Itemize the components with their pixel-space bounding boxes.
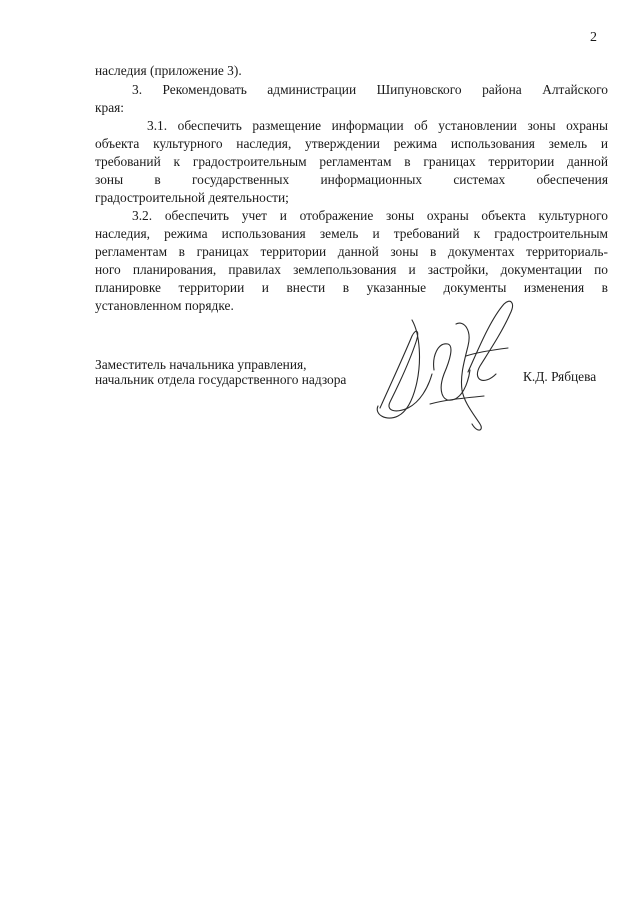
text-line: края: bbox=[95, 100, 125, 115]
text-line: регламентам в границах территории данной зоны в документах территориаль- bbox=[95, 244, 608, 259]
text-line: требований к градостроительным регламентам в границах территории данной bbox=[95, 154, 608, 169]
text-line: наследия, режима использования земель и требований к градостроительным bbox=[95, 226, 608, 241]
text-line: объекта культурного наследия, утверждении режима использования земель и bbox=[95, 136, 608, 151]
text-line: зоны в государственных информационных системах обеспечения bbox=[95, 172, 608, 187]
text-line: ного планирования, правилах землепользования и застройки, документации по bbox=[95, 262, 608, 277]
text-line: установленном порядке. bbox=[95, 298, 234, 313]
signer-name: К.Д. Рябцева bbox=[523, 369, 597, 384]
signer-position-line1: Заместитель начальника управления, bbox=[95, 357, 307, 372]
text-line: наследия (приложение 3). bbox=[95, 63, 242, 78]
text-line: 3.2. обеспечить учет и отображение зоны охраны объекта культурного bbox=[132, 208, 608, 223]
page-number: 2 bbox=[590, 30, 597, 45]
text-line: градостроительной деятельности; bbox=[95, 190, 289, 205]
handwritten-signature bbox=[368, 290, 528, 440]
text-line: 3. Рекомендовать администрации Шипуновского района Алтайского bbox=[132, 82, 608, 97]
text-line: 3.1. обеспечить размещение информации об установлении зоны охраны bbox=[147, 118, 608, 133]
text-line: планировке территории и внести в указанные документы изменения в bbox=[95, 280, 608, 295]
signer-position-line2: начальник отдела государственного надзора bbox=[95, 372, 347, 387]
